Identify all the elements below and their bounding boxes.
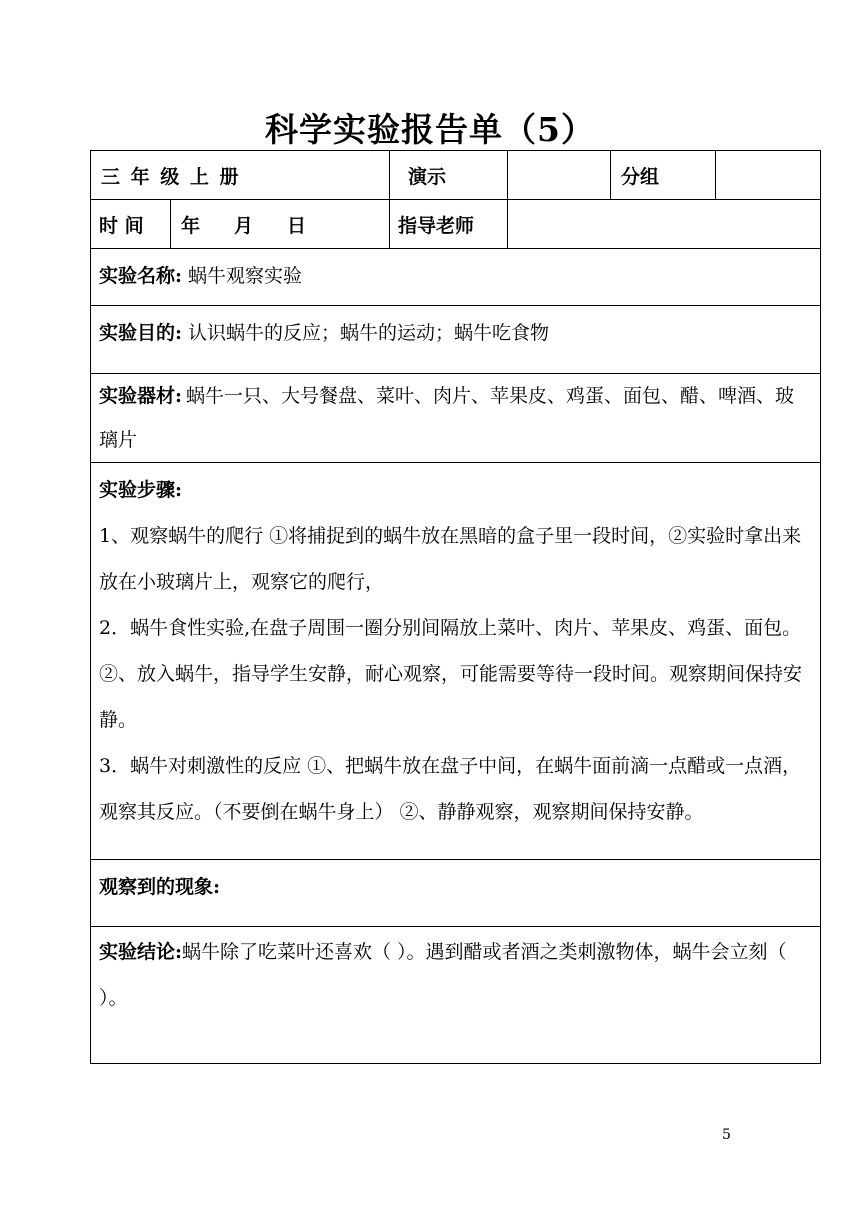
- grade-cell: [91, 151, 390, 200]
- experiment-name-value: 蜗牛观察实验: [188, 265, 303, 287]
- date-year-label: 年: [181, 214, 201, 237]
- step-paragraph-2: 2．蜗牛食性实验,在盘子周围一圈分别间隔放上菜叶、肉片、苹果皮、鸡蛋、面包。②、放入蜗牛，指导学生安静，耐心观察，可能需要等待一段时间。观察期间保持安静。: [99, 617, 803, 731]
- experiment-purpose-cell[interactable]: [91, 306, 821, 374]
- teacher-value-field[interactable]: [508, 200, 821, 249]
- experiment-name-cell[interactable]: [91, 249, 821, 306]
- step-paragraph-3: 3．蜗牛对刺激性的反应 ①、把蜗牛放在盘子中间，在蜗牛面前滴一点醋或一点酒，观察其反应。（不要倒在蜗牛身上） ②、静静观察，观察期间保持安静。: [99, 755, 802, 823]
- grade-label: 三 年 级 上 册: [101, 165, 241, 188]
- equipment-row: [91, 374, 821, 463]
- steps-cell[interactable]: [91, 463, 821, 860]
- observation-label: 观察到的现象:: [99, 876, 221, 898]
- group-value-field[interactable]: [716, 151, 821, 200]
- header-row-time: [91, 200, 821, 249]
- experiment-name-label: 实验名称:: [99, 265, 183, 287]
- date-month-label: 月: [234, 214, 254, 237]
- conclusion-row: [91, 927, 821, 1064]
- report-table: [90, 150, 821, 1064]
- steps-row: [91, 463, 821, 860]
- time-label: 时 间: [99, 214, 144, 237]
- experiment-purpose-value: 认识蜗牛的反应；蜗牛的运动；蜗牛吃食物: [188, 322, 550, 344]
- conclusion-cell[interactable]: [91, 927, 821, 1064]
- page-number: 5: [722, 1127, 731, 1143]
- equipment-value: 蜗牛一只、大号餐盘、菜叶、肉片、苹果皮、鸡蛋、面包、醋、啤酒、玻璃片: [99, 385, 795, 451]
- conclusion-value: 蜗牛除了吃菜叶还喜欢（ ）。遇到醋或者酒之类刺激物体，蜗牛会立刻（ ）。: [99, 941, 787, 1009]
- conclusion-label: 实验结论:: [99, 941, 183, 963]
- step-paragraph-1: 1、观察蜗牛的爬行 ①将捕捉到的蜗牛放在黑暗的盒子里一段时间，②实验时拿出来放在小玻璃片上，观察它的爬行，: [99, 525, 802, 593]
- demo-label-cell: [390, 151, 508, 200]
- date-field[interactable]: [171, 200, 390, 249]
- teacher-label: 指导老师: [398, 214, 475, 237]
- observation-cell[interactable]: [91, 860, 821, 927]
- group-label: 分组: [621, 165, 660, 188]
- experiment-purpose-row: [91, 306, 821, 374]
- equipment-label: 实验器材:: [99, 385, 183, 407]
- time-label-cell: [91, 200, 171, 249]
- demo-value-field[interactable]: [508, 151, 611, 200]
- page-title: 科学实验报告单（5）: [265, 110, 595, 149]
- demo-label: 演示: [408, 165, 447, 188]
- steps-label: 实验步骤:: [99, 479, 183, 501]
- group-label-cell: [611, 151, 716, 200]
- date-day-label: 日: [287, 214, 307, 237]
- observation-row: [91, 860, 821, 927]
- experiment-name-row: [91, 249, 821, 306]
- equipment-cell[interactable]: [91, 374, 821, 463]
- teacher-label-cell: [390, 200, 508, 249]
- experiment-purpose-label: 实验目的:: [99, 322, 183, 344]
- header-row-grade: [91, 151, 821, 200]
